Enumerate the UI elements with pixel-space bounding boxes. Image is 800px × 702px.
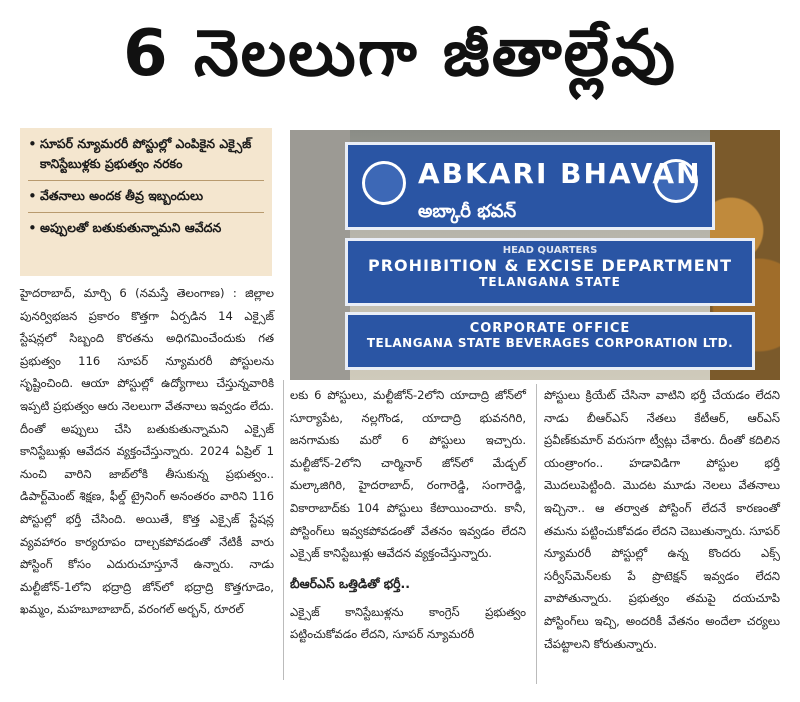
headline: 6 నెలలుగా జీతాల్లేవు xyxy=(123,16,677,91)
sign-title-te: అబ్కారీ భవన్ xyxy=(418,201,517,222)
sign-line: TELANGANA STATE xyxy=(479,275,621,289)
divider xyxy=(28,180,264,181)
sign-line: HEAD QUARTERS xyxy=(502,245,598,256)
article-column-3 xyxy=(544,384,780,655)
article-column-1 xyxy=(20,282,274,621)
article-text: లకు 6 పోస్టులు, మల్టీజోన్-2లోని యాదాద్రి జోన్‌లో సూర్యాపేట, నల్లగొండ, యాదాద్రి భువనగిరి, జనగామకు మరో 6 పోస్టులు ఇచ్చారు. మల్టీజోన్-2లోని చార్మినార్ జోన్‌లో మేడ్చల్ మల్కాజిగిరి, హైదరాబాద్, రంగారెడ్డి, సంగారెడ్డి, వికారాబాద్‌కు 104 పోస్టులు కేటాయించారు. కానీ, పోస్టింగ్‌లు ఇవ్వకపోవడంతో వేతనం ఇవ్వడం లేదని ఎక్సైజ్ కానిస్టేబుళ్లు ఆవేదన వ్యక్తంచేస్తున్నారు. xyxy=(290,388,526,561)
sign-line: CORPORATE OFFICE xyxy=(469,321,631,336)
highlight-text: వేతనాలు అందక తీవ్ర ఇబ్బందులు xyxy=(40,188,204,203)
highlight-item xyxy=(28,218,264,238)
photo-building xyxy=(290,130,350,380)
article-column-2 xyxy=(290,384,526,646)
column-divider xyxy=(283,380,284,680)
highlight-item xyxy=(28,134,264,174)
article-text: ఎక్సైజ్ కానిస్టేబుళ్లను కాంగ్రెస్ ప్రభుత్వం పట్టించుకోవడం లేదని, సూపర్ న్యూమరరీ xyxy=(290,604,526,642)
divider xyxy=(28,212,264,213)
highlight-item xyxy=(28,186,264,206)
highlights-box xyxy=(20,128,272,276)
highlight-text: అప్పులతో బతుకుతున్నామని ఆవేదన xyxy=(40,220,222,235)
bullet-icon: • xyxy=(28,219,37,237)
article-text: హైదరాబాద్, మార్చి 6 (నమస్తే తెలంగాణ) : జిల్లాల పునర్విభజన ప్రకారం కొత్తగా ఏర్పడిన 14 ఎక్సైజ్ స్టేషన్లలో సిబ్బంది కొరతను అధిగమించేందుకు గత ప్రభుత్వం 116 సూపర్ న్యూమరరీ పోస్టులను సృష్టించింది. ఆయా పోస్టుల్లో ఉద్యోగాలు చేస్తున్నవారికి ఇప్పటి ప్రభుత్వం ఆరు నెలలుగా వేతనాలు ఇవ్వడం లేదు. దీంతో అప్పులు చేసి బతుకుతున్నామని ఎక్సైజ్ కానిస్టేబుళ్లు ఆవేదన వ్యక్తంచేస్తున్నారు. 2024 ఏప్రిల్ 1 నుంచి వారిని జాబ్‌లోకి తీసుకున్న ప్రభుత్వం.. డిపార్ట్‌మెంట్ శిక్షణ, ఫీల్డ్ ట్రైనింగ్ అనంతరం వారిని 116 పోస్టుల్లో భర్తీ చేసింది. అయితే, కొత్త ఎక్సైజ్ స్టేషన్ల వ్యవహారం కార్యరూపం దాల్చకపోవడంతో నేటికీ వారు పోస్టింగ్ కోసం ఎదురుచూస్తూనే ఉన్నారు. నాడు మల్టీజోన్-1లోని భద్రాద్రి జోన్‌లో భద్రాద్రి కొత్తగూడెం, ఖమ్మం, మహబూబాబాద్, వరంగల్ అర్బన్, రూరల్ xyxy=(20,286,274,617)
highlight-text: సూపర్ న్యూమరరీ పోస్టుల్లో ఎంపికైన ఎక్సైజ్ కానిస్టేబుళ్లకు ప్రభుత్వం నరకం xyxy=(40,136,252,171)
bullet-icon: • xyxy=(28,187,37,205)
bullet-icon: • xyxy=(28,135,37,153)
sign-title-en: ABKARI BHAVAN xyxy=(418,157,702,190)
abkari-bhavan-sign xyxy=(345,142,715,230)
column-divider xyxy=(536,384,537,684)
department-sign xyxy=(345,238,755,306)
article-photo xyxy=(290,130,780,380)
emblem-icon xyxy=(362,161,406,205)
article-text: పోస్టులు క్రియేట్ చేసినా వాటిని భర్తీ చేయడం లేదని నాడు బీఆర్ఎస్ నేతలు కేటీఆర్, ఆర్ఎస్ ప్రవీణ్‌కుమార్ వరుసగా ట్వీట్లు చేశారు. దీంతో కదిలిన యంత్రాంగం.. హడావిడిగా పోస్టుల భర్తీ మొదలుపెట్టింది. మొదట మూడు నెలలు వేతనాలు ఇచ్చినా.. ఆ తర్వాత పోస్టింగ్ లేదనే కారణంతో తమను పట్టించుకోవడం లేదని చెబుతున్నారు. సూపర్ న్యూమరరీ పోస్టుల్లో ఉన్న కొందరు ఎక్స్ సర్వీస్‌మెన్‌లకు పే ప్రొటెక్షన్ ఇవ్వడం లేదని వాపోతున్నారు. ప్రభుత్వం తమపై దయచూపి పోస్టింగ్‌లు ఇచ్చి, అందరికీ వేతనం అందేలా చర్యలు చేపట్టాలని కోరుతున్నారు. xyxy=(544,388,780,651)
sign-line: TELANGANA STATE BEVERAGES CORPORATION LTD. xyxy=(366,336,734,350)
sign-line: PROHIBITION & EXCISE DEPARTMENT xyxy=(367,256,733,275)
article-subheading: బీఆర్ఎస్ ఒత్తిడితో భర్తీ.. xyxy=(290,575,411,591)
corporate-office-sign xyxy=(345,312,755,370)
